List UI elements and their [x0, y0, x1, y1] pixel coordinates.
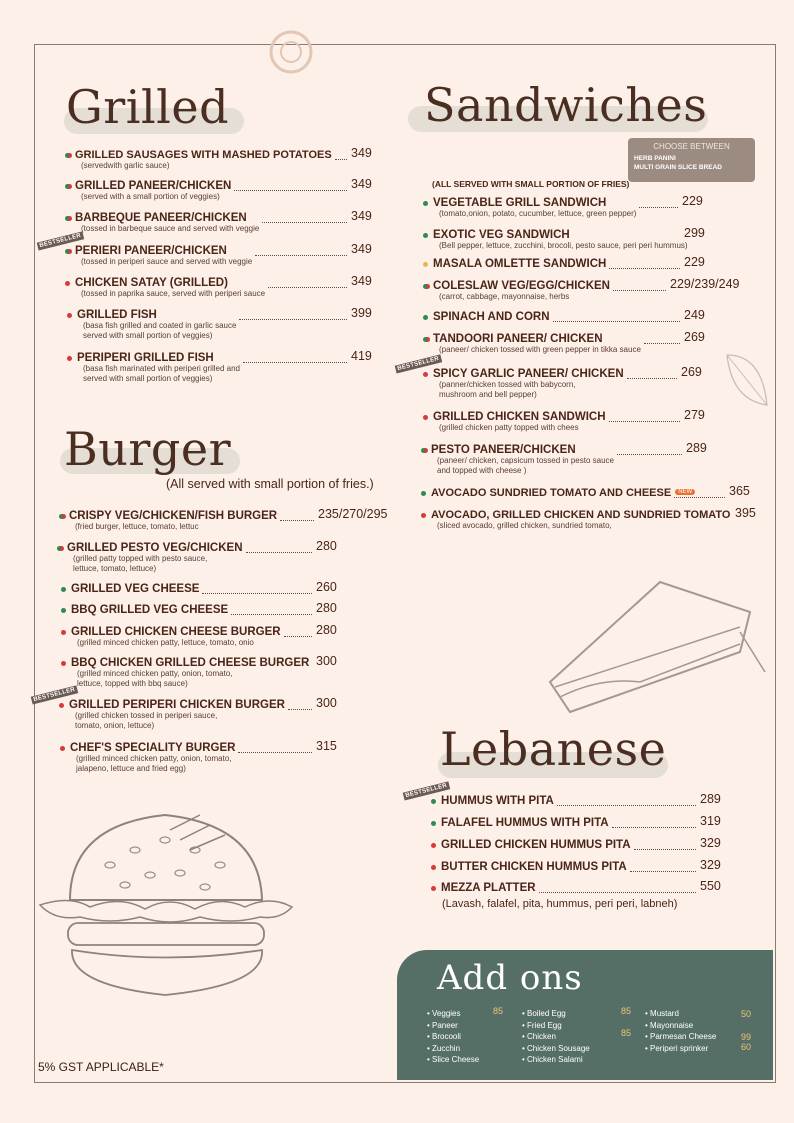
- dotted-leader: [609, 421, 681, 422]
- dotted-leader: [255, 255, 347, 256]
- item-name: BBQ GRILLED VEG CHEESE: [71, 604, 229, 616]
- item-name: GRILLED SAUSAGES WITH MASHED POTATOES: [75, 149, 332, 161]
- veg-indicator-icon: [431, 865, 436, 870]
- item-name: GRILLED CHICKEN SANDWICH: [433, 411, 606, 423]
- veg-indicator-icon: [423, 337, 430, 342]
- dotted-leader: [627, 378, 677, 379]
- item-price: 349: [351, 209, 372, 223]
- menu-item: [77, 352, 240, 384]
- section-title-addons: Add ons: [437, 958, 583, 998]
- addon-item: • Fried Egg: [522, 1020, 562, 1030]
- veg-indicator-icon: [421, 513, 426, 518]
- veg-indicator-icon: [423, 372, 428, 377]
- menu-item: [441, 839, 631, 851]
- item-name: GRILLED PESTO VEG/CHICKEN: [67, 542, 243, 554]
- choose-heading: CHOOSE BETWEEN: [653, 142, 730, 151]
- item-price: 395: [735, 506, 756, 520]
- veg-indicator-icon: [431, 843, 436, 848]
- menu-item: [433, 311, 550, 323]
- item-description: (fried burger, lettuce, tomato, lettuc: [75, 522, 199, 531]
- item-name: SPINACH AND CORN: [433, 311, 550, 323]
- item-name: GRILLED CHICKEN CHEESE BURGER: [71, 626, 281, 638]
- item-description: (grilled patty topped with pesto sauce, lettuce, tomato, lettuce): [73, 554, 208, 573]
- veg-indicator-icon: [67, 356, 72, 361]
- item-name: GRILLED FISH: [77, 309, 157, 321]
- item-description: (tossed in barbeque sauce and served with veggie: [81, 224, 260, 233]
- veg-indicator-icon: [65, 153, 72, 158]
- veg-indicator-icon: [65, 216, 72, 221]
- dotted-leader: [609, 268, 680, 269]
- menu-item: [71, 626, 281, 648]
- menu-item: [433, 411, 606, 433]
- item-price: 280: [316, 601, 337, 615]
- veg-indicator-icon: [423, 415, 428, 420]
- veg-indicator-icon: [423, 315, 428, 320]
- menu-item: [69, 699, 285, 731]
- item-price: 550: [700, 879, 721, 893]
- menu-item: [77, 309, 236, 341]
- section-title-grilled: Grilled: [66, 80, 230, 134]
- item-description: (tomato,onion, potato, cucumber, lettuce, green pepper): [439, 209, 637, 218]
- item-name: COLESLAW VEG/EGG/CHICKEN: [433, 280, 610, 292]
- bread-choice-box: [628, 138, 755, 182]
- dotted-leader: [262, 222, 347, 223]
- item-name: GRILLED VEG CHEESE: [71, 583, 200, 595]
- item-price: 419: [351, 349, 372, 363]
- menu-item: [70, 742, 235, 774]
- veg-indicator-icon: [423, 262, 428, 267]
- dotted-leader: [239, 319, 347, 320]
- dotted-leader: [284, 636, 312, 637]
- item-name: TANDOORI PANEER/ CHICKEN: [433, 333, 603, 345]
- dotted-leader: [553, 321, 681, 322]
- item-price: 280: [316, 539, 337, 553]
- dotted-leader: [288, 709, 312, 710]
- menu-item: [71, 604, 228, 616]
- veg-indicator-icon: [61, 661, 66, 666]
- menu-item: [433, 368, 624, 400]
- item-description: (grilled minced chicken patty, onion, tomato, lettuce, topped with bbq sauce): [77, 669, 233, 688]
- dotted-leader: [557, 805, 696, 806]
- item-name: PERIPERI GRILLED FISH: [77, 352, 214, 364]
- veg-indicator-icon: [423, 201, 428, 206]
- item-description: (tossed in periperi sauce and served with veggie: [81, 257, 253, 266]
- veg-indicator-icon: [59, 703, 64, 708]
- menu-item: [67, 542, 243, 574]
- burger-illustration-icon: [30, 795, 305, 1015]
- addon-item: • Periperi sprinker: [645, 1043, 709, 1053]
- veg-indicator-icon: [65, 249, 72, 254]
- item-price: 329: [700, 836, 721, 850]
- item-price: 319: [700, 814, 721, 828]
- addon-item: • Parmesan Cheese: [645, 1032, 717, 1041]
- dotted-leader: [630, 871, 696, 872]
- item-name: PESTO PANEER/CHICKEN: [431, 444, 576, 456]
- item-name: EXOTIC VEG SANDWICH: [433, 229, 570, 241]
- veg-indicator-icon: [60, 746, 65, 751]
- veg-indicator-icon: [421, 448, 428, 453]
- addon-item: • Paneer: [427, 1020, 458, 1030]
- bestseller-badge: BESTSELLER: [403, 781, 450, 800]
- item-description: (paneer/ chicken, capsicum tossed in pesto sauce and topped with cheese ): [437, 456, 614, 475]
- item-name: CHEF'S SPECIALITY BURGER: [70, 742, 236, 754]
- item-description: (tossed in paprika sauce, served with periperi sauce: [81, 289, 266, 298]
- dotted-leader: [674, 497, 725, 498]
- menu-item: [75, 277, 265, 299]
- addon-item: • Veggies: [427, 1009, 461, 1018]
- new-badge: NEW: [675, 489, 695, 495]
- item-name: CRISPY VEG/CHICKEN/FISH BURGER: [69, 510, 278, 522]
- menu-item: [75, 149, 332, 171]
- veg-indicator-icon: [59, 514, 66, 519]
- dotted-leader: [644, 343, 680, 344]
- item-description: (served with a small portion of veggies): [81, 192, 220, 201]
- veg-indicator-icon: [65, 184, 72, 189]
- item-price: 280: [316, 623, 337, 637]
- sandwich-illustration-icon: [540, 572, 770, 732]
- item-price: 349: [351, 146, 372, 160]
- item-price: 269: [681, 365, 702, 379]
- addon-item: • Brocooli: [427, 1032, 461, 1041]
- item-price: 315: [316, 739, 337, 753]
- item-price: 349: [351, 177, 372, 191]
- veg-indicator-icon: [431, 821, 436, 826]
- item-price: 349: [351, 274, 372, 288]
- item-price: 235/270/295: [318, 507, 388, 521]
- item-name: BBQ CHICKEN GRILLED CHEESE BURGER: [71, 657, 310, 669]
- dotted-leader: [268, 287, 347, 288]
- menu-item: [441, 861, 627, 873]
- veg-indicator-icon: [431, 799, 436, 804]
- item-price: 279: [684, 408, 705, 422]
- menu-item: [75, 245, 252, 267]
- addon-price: 85: [621, 1006, 632, 1016]
- item-price: 349: [351, 242, 372, 256]
- item-price: 260: [316, 580, 337, 594]
- addon-price: 50: [741, 1009, 752, 1019]
- menu-item: [431, 509, 730, 531]
- item-price: 229/239/249: [670, 277, 740, 291]
- item-name: PERIERI PANEER/CHICKEN: [75, 245, 227, 257]
- dotted-leader: [231, 614, 312, 615]
- section-title-burger: Burger: [64, 422, 232, 476]
- item-name: MEZZA PLATTER: [441, 882, 536, 894]
- menu-item: [441, 817, 609, 829]
- addon-item: • Slice Cheese: [427, 1055, 480, 1064]
- addon-price: 85: [493, 1006, 504, 1016]
- menu-item: [433, 280, 610, 302]
- dotted-leader: [639, 207, 678, 208]
- item-price: 300: [316, 696, 337, 710]
- veg-indicator-icon: [61, 630, 66, 635]
- dotted-leader: [280, 520, 314, 521]
- leaf-illustration-icon: [722, 345, 772, 415]
- menu-item: [441, 795, 554, 807]
- item-description: (panner/chicken tossed with babycorn, mushroom and bell pepper): [439, 380, 576, 399]
- item-price: 399: [351, 306, 372, 320]
- item-description: (sliced avocado, grilled chicken, sundried tomato,: [437, 521, 612, 530]
- item-price: 229: [684, 255, 705, 269]
- sandwich-subtitle: (ALL SERVED WITH SMALL PORTION OF FRIES): [432, 179, 630, 189]
- veg-indicator-icon: [61, 608, 66, 613]
- item-price: 299: [684, 226, 705, 240]
- menu-item: [75, 212, 259, 234]
- item-name: CHICKEN SATAY (GRILLED): [75, 277, 228, 289]
- addon-item: • Chicken: [522, 1032, 556, 1041]
- addon-item: • Zucchin: [427, 1043, 461, 1053]
- addon-item: • Mayonnaise: [645, 1020, 694, 1030]
- item-name: SPICY GARLIC PANEER/ CHICKEN: [433, 368, 624, 380]
- addon-item: • Mustard: [645, 1009, 679, 1018]
- item-description: (Bell pepper, lettuce, zucchini, brocoli, pesto sauce, peri peri hummus): [439, 241, 688, 250]
- item-description: (carrot, cabbage, mayonnaise, herbs: [439, 292, 570, 301]
- item-name: AVOCADO SUNDRIED TOMATO AND CHEESE: [431, 487, 672, 499]
- dotted-leader: [613, 290, 666, 291]
- veg-indicator-icon: [421, 491, 426, 496]
- item-description: (grilled chicken patty topped with chees: [439, 423, 579, 432]
- item-description: (servedwith garlic sauce): [81, 161, 170, 170]
- addons-panel: [397, 950, 773, 1080]
- bestseller-badge: BESTSELLER: [37, 231, 84, 250]
- item-name: GRILLED CHICKEN HUMMUS PITA: [441, 839, 631, 851]
- choose-option: MULTI GRAIN SLICE BREAD: [634, 164, 722, 171]
- gst-note: 5% GST APPLICABLE*: [38, 1060, 164, 1074]
- addon-item: • Chicken Salami: [522, 1055, 583, 1064]
- lebanese-note: (Lavash, falafel, pita, hummus, peri peri, labneh): [442, 898, 678, 910]
- veg-indicator-icon: [67, 313, 72, 318]
- choose-option: HERB PANINI: [634, 155, 676, 162]
- veg-indicator-icon: [423, 284, 430, 289]
- addon-item: • Chicken Sousage: [522, 1043, 590, 1053]
- item-name: GRILLED PANEER/CHICKEN: [75, 180, 232, 192]
- item-price: 289: [700, 792, 721, 806]
- menu-item: [431, 444, 614, 476]
- item-price: 269: [684, 330, 705, 344]
- item-description: (paneer/ chicken tossed with green pepper in tikka sauce: [439, 345, 641, 354]
- item-description: (basa fish marinated with periperi grilled and served with small portion of veggies): [83, 364, 240, 383]
- dotted-leader: [539, 892, 696, 893]
- burger-subtitle: (All served with small portion of fries.): [166, 477, 374, 491]
- bestseller-badge: BESTSELLER: [395, 354, 442, 373]
- item-name: GRILLED PERIPERI CHICKEN BURGER: [69, 699, 285, 711]
- item-price: 365: [729, 484, 750, 498]
- item-price: 249: [684, 308, 705, 322]
- dotted-leader: [612, 827, 696, 828]
- veg-indicator-icon: [65, 281, 70, 286]
- item-description: (grilled minced chicken patty, onion, tomato, jalapeno, lettuce and fried egg): [76, 754, 232, 773]
- dotted-leader: [234, 190, 347, 191]
- menu-item: [431, 487, 671, 499]
- addon-price: 99: [741, 1032, 752, 1042]
- veg-indicator-icon: [431, 886, 436, 891]
- item-price: 329: [700, 858, 721, 872]
- addon-item: • Boiled Egg: [522, 1009, 566, 1018]
- item-name: HUMMUS WITH PITA: [441, 795, 554, 807]
- menu-item: [75, 180, 231, 202]
- dotted-leader: [634, 849, 696, 850]
- section-title-lebanese: Lebanese: [440, 722, 667, 776]
- item-name: BUTTER CHICKEN HUMMUS PITA: [441, 861, 627, 873]
- menu-item: [433, 258, 606, 270]
- veg-indicator-icon: [57, 546, 64, 551]
- item-description: (grilled minced chicken patty, lettuce, tomato, onio: [77, 638, 254, 647]
- item-name: BARBEQUE PANEER/CHICKEN: [75, 212, 247, 224]
- menu-item: [433, 333, 641, 355]
- menu-item: [71, 657, 309, 689]
- bestseller-badge: BESTSELLER: [31, 685, 78, 704]
- top-emblem-icon: [262, 30, 320, 78]
- addon-price: 60: [741, 1042, 752, 1052]
- dotted-leader: [617, 454, 682, 455]
- item-name: AVOCADO, GRILLED CHICKEN AND SUNDRIED TOMATO: [431, 509, 731, 521]
- menu-item: [433, 197, 636, 219]
- item-name: FALAFEL HUMMUS WITH PITA: [441, 817, 609, 829]
- item-price: 229: [682, 194, 703, 208]
- item-name: VEGETABLE GRILL SANDWICH: [433, 197, 607, 209]
- menu-item: [433, 229, 688, 251]
- dotted-leader: [246, 552, 312, 553]
- veg-indicator-icon: [423, 233, 428, 238]
- veg-indicator-icon: [61, 587, 66, 592]
- item-description: (basa fish grilled and coated in garlic sauce served with small portion of veggies): [83, 321, 237, 340]
- item-price: 289: [686, 441, 707, 455]
- menu-item: [69, 510, 277, 532]
- menu-item: [441, 882, 536, 894]
- item-name: MASALA OMLETTE SANDWICH: [433, 258, 607, 270]
- dotted-leader: [335, 159, 347, 160]
- dotted-leader: [243, 362, 347, 363]
- section-title-sandwiches: Sandwiches: [424, 78, 708, 132]
- addon-price: 85: [621, 1028, 632, 1038]
- menu-item: [71, 583, 199, 595]
- item-price: 300: [316, 654, 337, 668]
- dotted-leader: [202, 593, 312, 594]
- dotted-leader: [238, 752, 312, 753]
- item-description: (grilled chicken tossed in periperi sauce, tomato, onion, lettuce): [75, 711, 218, 730]
